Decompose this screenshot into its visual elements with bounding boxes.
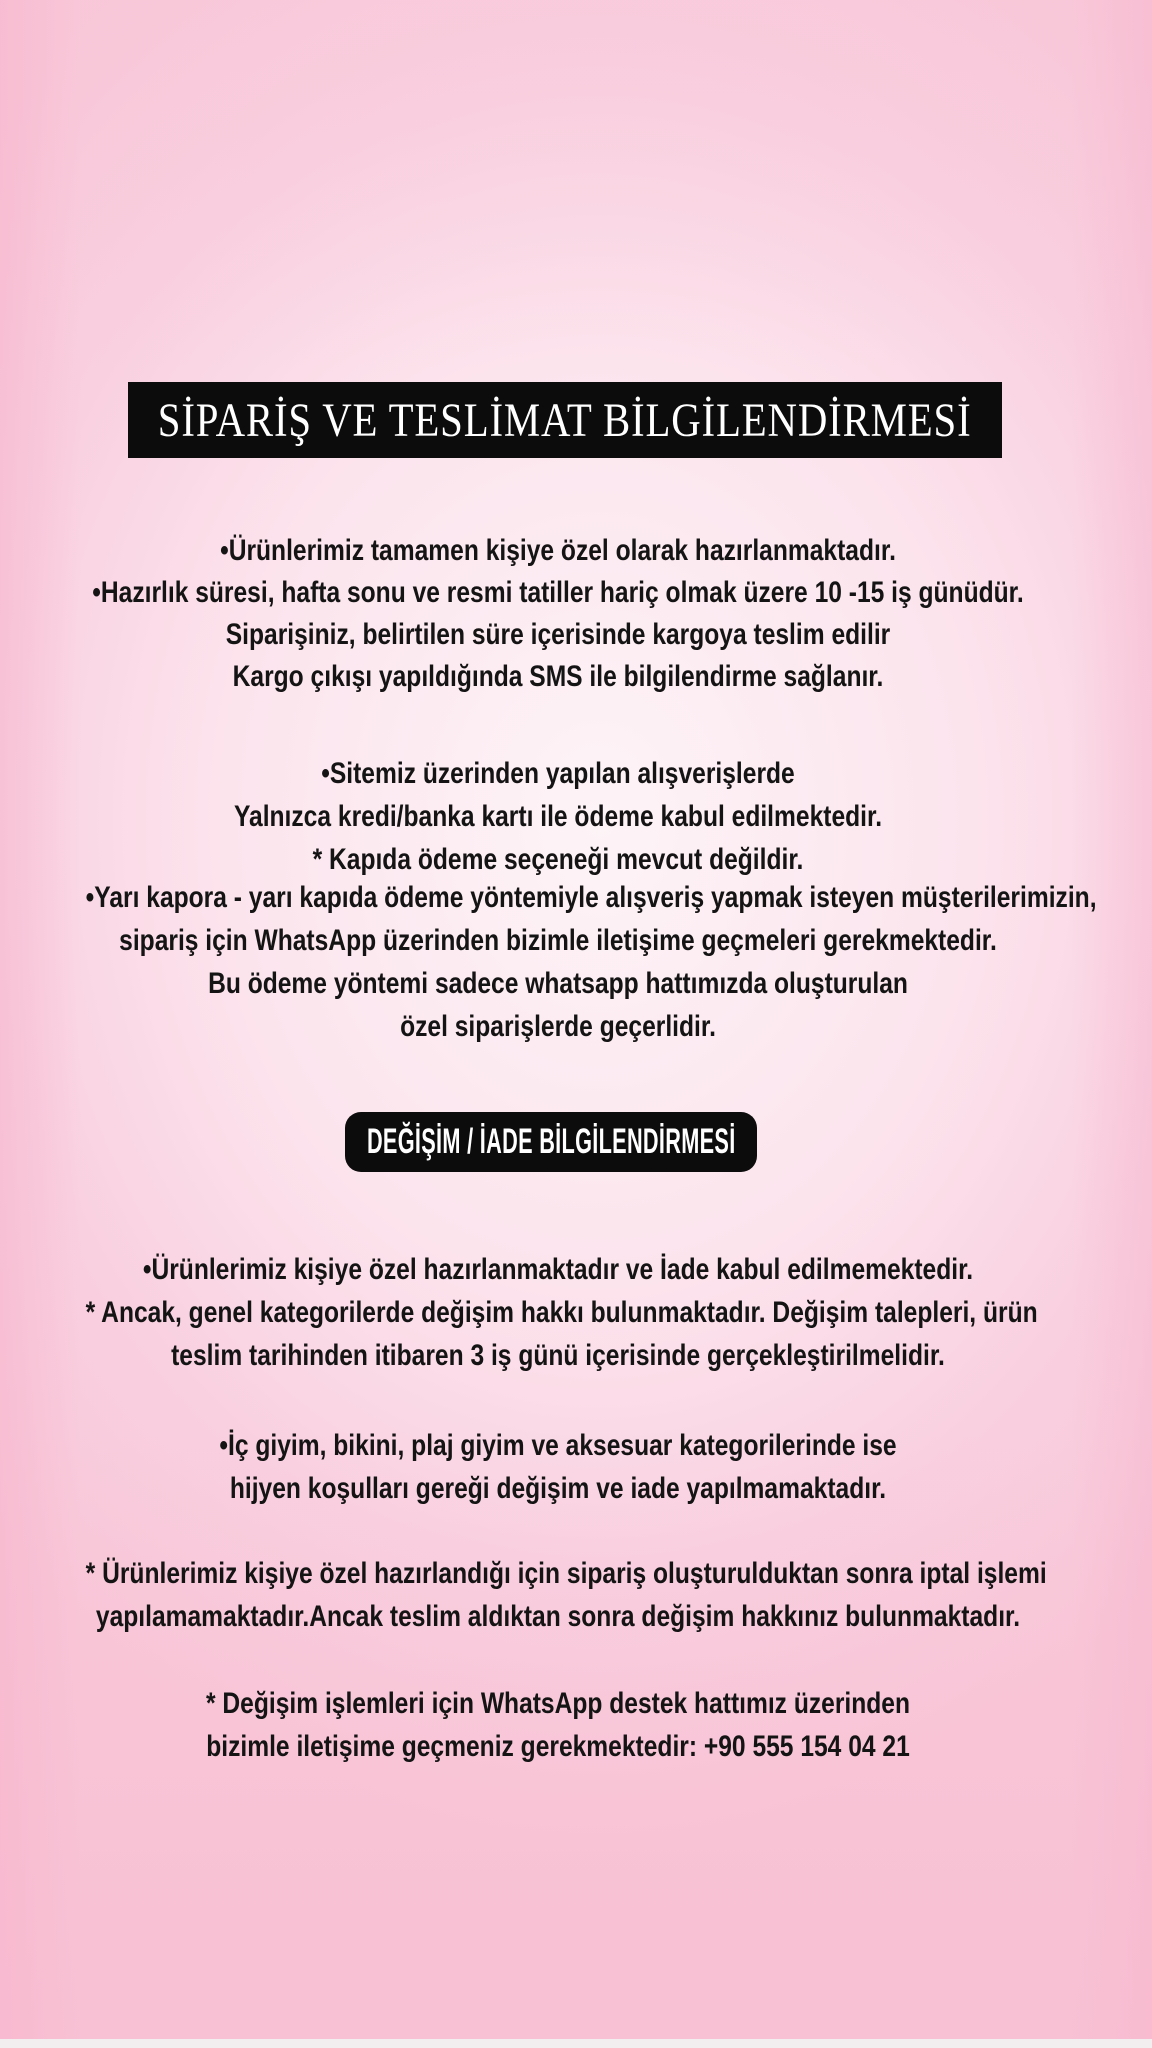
text-line: teslim tarihinden itibaren 3 iş günü içerisinde gerçekleştirilmelidir. [171, 1339, 945, 1372]
paragraph-preparation-info [86, 530, 1031, 698]
paragraph-whatsapp-contact [86, 1682, 1031, 1768]
section-title-order-delivery: SİPARİŞ VE TESLİMAT BİLGİLENDİRMESİ [158, 393, 972, 447]
text-line: Siparişiniz, belirtilen süre içerisinde kargoya teslim edilir [225, 618, 891, 651]
paragraph-payment-info [86, 752, 1031, 881]
paragraph-hygiene-categories [86, 1424, 1031, 1510]
text-line: •Ürünlerimiz kişiye özel hazırlanmaktadır ve İade kabul edilmemektedir. [142, 1253, 974, 1286]
text-line: * Kapıda ödeme seçeneği mevcut değildir. [312, 843, 804, 876]
text-line: Bu ödeme yöntemi sadece whatsapp hattımızda oluşturulan [208, 967, 908, 1000]
bottom-edge-strip [0, 2039, 1152, 2048]
text-line: bizimle iletişime geçmeniz gerekmektedir: +90 555 154 04 21 [206, 1730, 910, 1763]
text-line: Yalnızca kredi/banka kartı ile ödeme kabul edilmektedir. [233, 800, 883, 833]
paragraph-cancellation-policy [85, 1552, 1047, 1638]
section-header-exchange-return [345, 1112, 757, 1172]
text-line: sipariş için WhatsApp üzerinden bizimle iletişime geçmeleri gerekmektedir. [119, 924, 997, 957]
paragraph-deposit-whatsapp-info [85, 876, 1097, 1048]
text-line: •Hazırlık süresi, hafta sonu ve resmi tatiller hariç olmak üzere 10 -15 iş günüdür. [92, 576, 1024, 609]
text-line: * Ancak, genel kategorilerde değişim hakkı bulunmaktadır. Değişim talepleri, ürün [85, 1296, 1038, 1329]
text-line: * Ürünlerimiz kişiye özel hazırlandığı için sipariş oluşturulduktan sonra iptal işlemi [85, 1557, 1047, 1590]
text-line: Kargo çıkışı yapıldığında SMS ile bilgilendirme sağlanır. [232, 660, 884, 693]
text-line: •Yarı kapora - yarı kapıda ödeme yöntemiyle alışveriş yapmak isteyen müşterilerimizin, [85, 881, 1097, 914]
paragraph-return-policy [85, 1248, 1038, 1377]
text-line: •Sitemiz üzerinden yapılan alışverişlerde [321, 757, 795, 790]
text-line: hijyen koşulları gereği değişim ve iade yapılmamaktadır. [229, 1472, 887, 1505]
text-line: özel siparişlerde geçerlidir. [400, 1010, 716, 1043]
section-header-order-delivery [128, 382, 1002, 458]
section-title-exchange-return: DEĞİŞİM / İADE BİLGİLENDİRMESİ [366, 1122, 736, 1161]
text-line: yapılamamaktadır.Ancak teslim aldıktan sonra değişim hakkınız bulunmaktadır. [95, 1600, 1021, 1633]
text-line: •Ürünlerimiz tamamen kişiye özel olarak hazırlanmaktadır. [220, 534, 896, 567]
text-line: * Değişim işlemleri için WhatsApp destek hattımız üzerinden [206, 1687, 910, 1720]
text-line: •İç giyim, bikini, plaj giyim ve aksesuar kategorilerinde ise [219, 1429, 897, 1462]
